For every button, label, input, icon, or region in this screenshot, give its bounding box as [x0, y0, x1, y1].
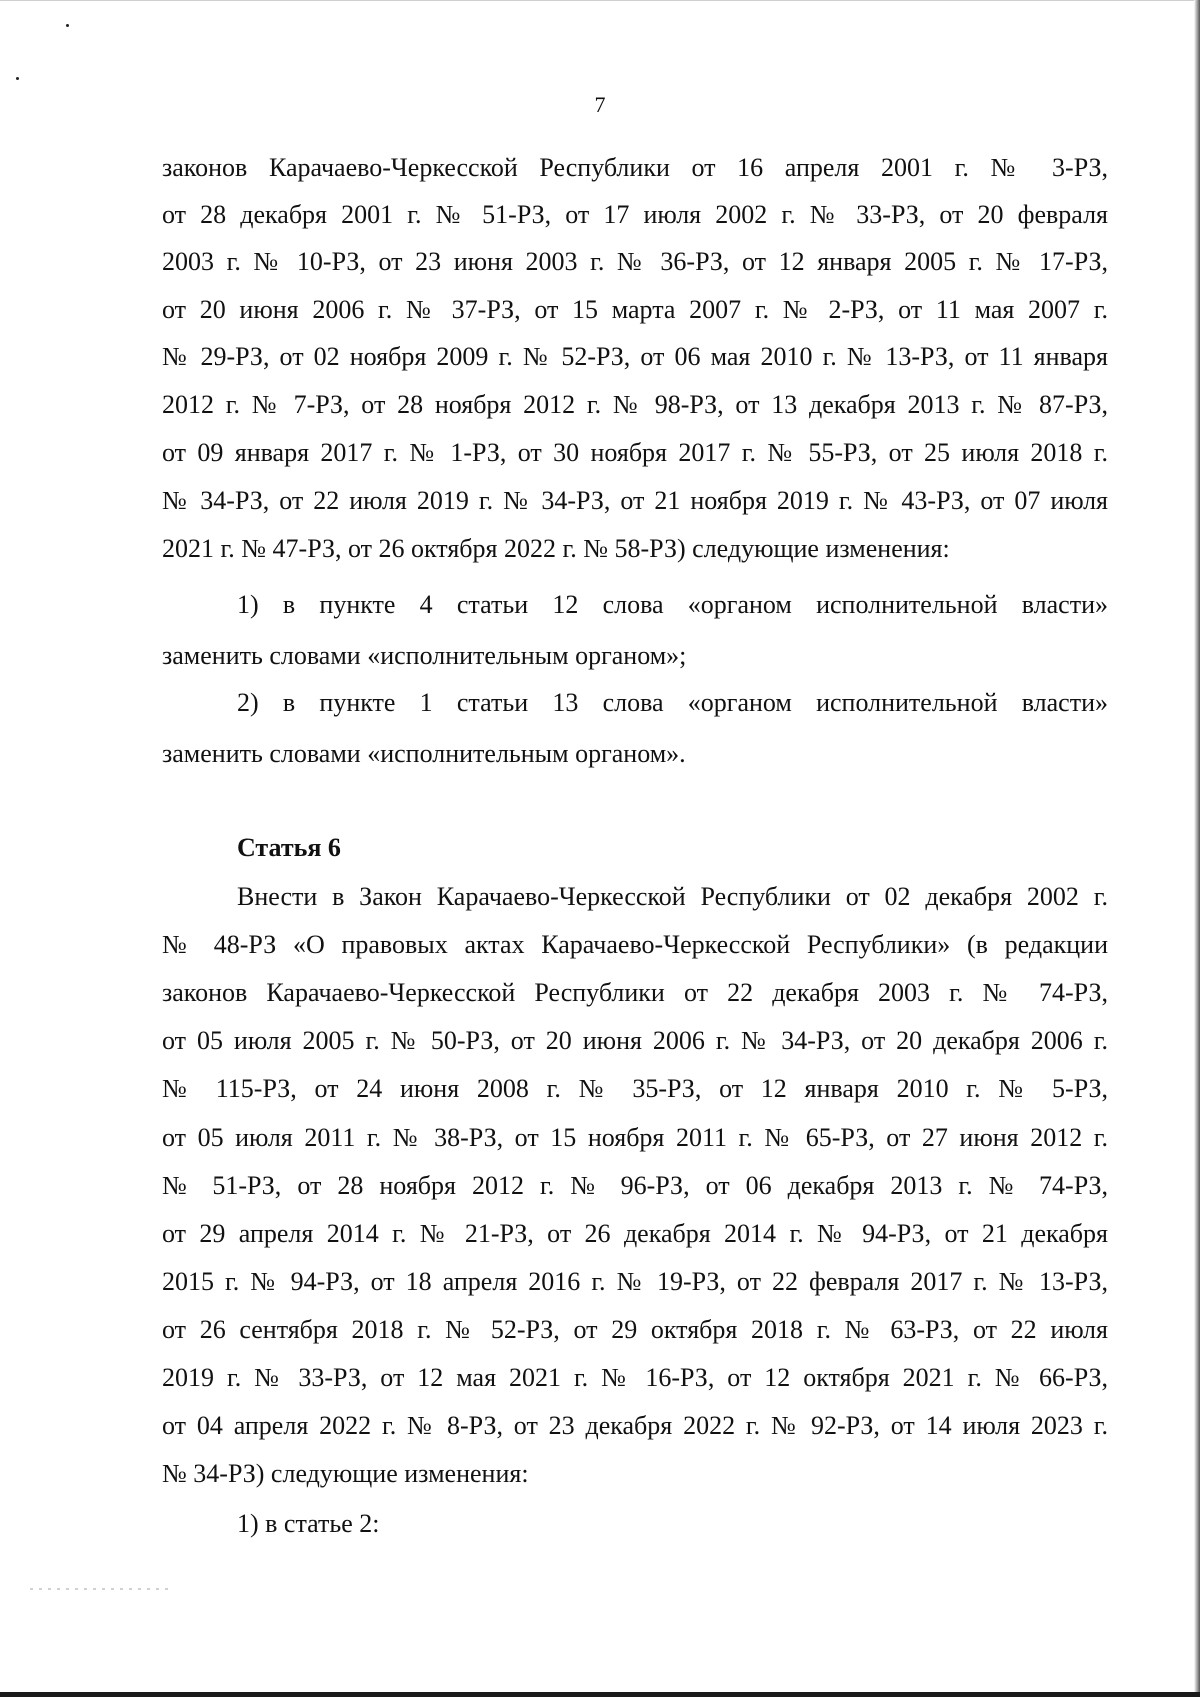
text-line: от 09 января 2017 г. № 1-РЗ, от 30 ноября 2017 г. № 55-РЗ, от 25 июля 2018 г.	[162, 438, 1108, 467]
text-line: от 26 сентября 2018 г. № 52-РЗ, от 29 октября 2018 г. № 63-РЗ, от 22 июля	[162, 1315, 1108, 1344]
page-top-edge	[0, 0, 1200, 1]
text-line: Внести в Закон Карачаево-Черкесской Республики от 02 декабря 2002 г.	[237, 882, 1108, 911]
text-line: 2012 г. № 7-РЗ, от 28 ноября 2012 г. № 98-РЗ, от 13 декабря 2013 г. № 87-РЗ,	[162, 390, 1108, 419]
text-line: № 48-РЗ «О правовых актах Карачаево-Черкесской Республики» (в редакции	[162, 930, 1108, 959]
list-item-line: заменить словами «исполнительным органом»;	[162, 641, 687, 670]
text-line: 2015 г. № 94-РЗ, от 18 апреля 2016 г. № 19-РЗ, от 22 февраля 2017 г. № 13-РЗ,	[162, 1267, 1108, 1296]
text-line: 2021 г. № 47-РЗ, от 26 октября 2022 г. № 58-РЗ) следующие изменения:	[162, 534, 950, 563]
list-item-line: 2) в пункте 1 статьи 13 слова «органом исполнительной власти»	[237, 688, 1108, 717]
text-line: от 05 июля 2005 г. № 50-РЗ, от 20 июня 2006 г. № 34-РЗ, от 20 декабря 2006 г.	[162, 1026, 1108, 1055]
text-line: № 34-РЗ, от 22 июля 2019 г. № 34-РЗ, от 21 ноября 2019 г. № 43-РЗ, от 07 июля	[162, 486, 1108, 515]
text-line: № 34-РЗ) следующие изменения:	[162, 1459, 529, 1488]
text-line: 2003 г. № 10-РЗ, от 23 июня 2003 г. № 36-РЗ, от 12 января 2005 г. № 17-РЗ,	[162, 247, 1108, 276]
scan-smudge	[30, 1588, 170, 1590]
page-right-edge-shadow	[1194, 0, 1200, 1697]
scan-speck	[16, 77, 19, 80]
text-line: № 115-РЗ, от 24 июня 2008 г. № 35-РЗ, от 12 января 2010 г. № 5-РЗ,	[162, 1074, 1108, 1103]
text-line: от 20 июня 2006 г. № 37-РЗ, от 15 марта 2007 г. № 2-РЗ, от 11 мая 2007 г.	[162, 295, 1108, 324]
list-item-line: 1) в пункте 4 статьи 12 слова «органом исполнительной власти»	[237, 590, 1108, 619]
list-item-line: 1) в статье 2:	[237, 1509, 380, 1538]
page-bottom-edge	[0, 1692, 1200, 1697]
text-line: от 04 апреля 2022 г. № 8-РЗ, от 23 декабря 2022 г. № 92-РЗ, от 14 июля 2023 г.	[162, 1411, 1108, 1440]
scan-speck	[66, 24, 69, 27]
list-item-line: заменить словами «исполнительным органом».	[162, 739, 686, 768]
text-line: 2019 г. № 33-РЗ, от 12 мая 2021 г. № 16-РЗ, от 12 октября 2021 г. № 66-РЗ,	[162, 1363, 1108, 1392]
page-number: 7	[594, 92, 606, 117]
text-line: от 29 апреля 2014 г. № 21-РЗ, от 26 декабря 2014 г. № 94-РЗ, от 21 декабря	[162, 1219, 1108, 1248]
text-line: законов Карачаево-Черкесской Республики от 22 декабря 2003 г. № 74-РЗ,	[162, 978, 1108, 1007]
text-line: № 51-РЗ, от 28 ноября 2012 г. № 96-РЗ, от 06 декабря 2013 г. № 74-РЗ,	[162, 1171, 1108, 1200]
text-line: от 05 июля 2011 г. № 38-РЗ, от 15 ноября 2011 г. № 65-РЗ, от 27 июня 2012 г.	[162, 1123, 1108, 1152]
article-heading: Статья 6	[237, 833, 341, 862]
text-line: от 28 декабря 2001 г. № 51-РЗ, от 17 июля 2002 г. № 33-РЗ, от 20 февраля	[162, 200, 1108, 229]
text-line: законов Карачаево-Черкесской Республики от 16 апреля 2001 г. № 3-РЗ,	[162, 153, 1108, 182]
text-line: № 29-РЗ, от 02 ноября 2009 г. № 52-РЗ, от 06 мая 2010 г. № 13-РЗ, от 11 января	[162, 342, 1108, 371]
